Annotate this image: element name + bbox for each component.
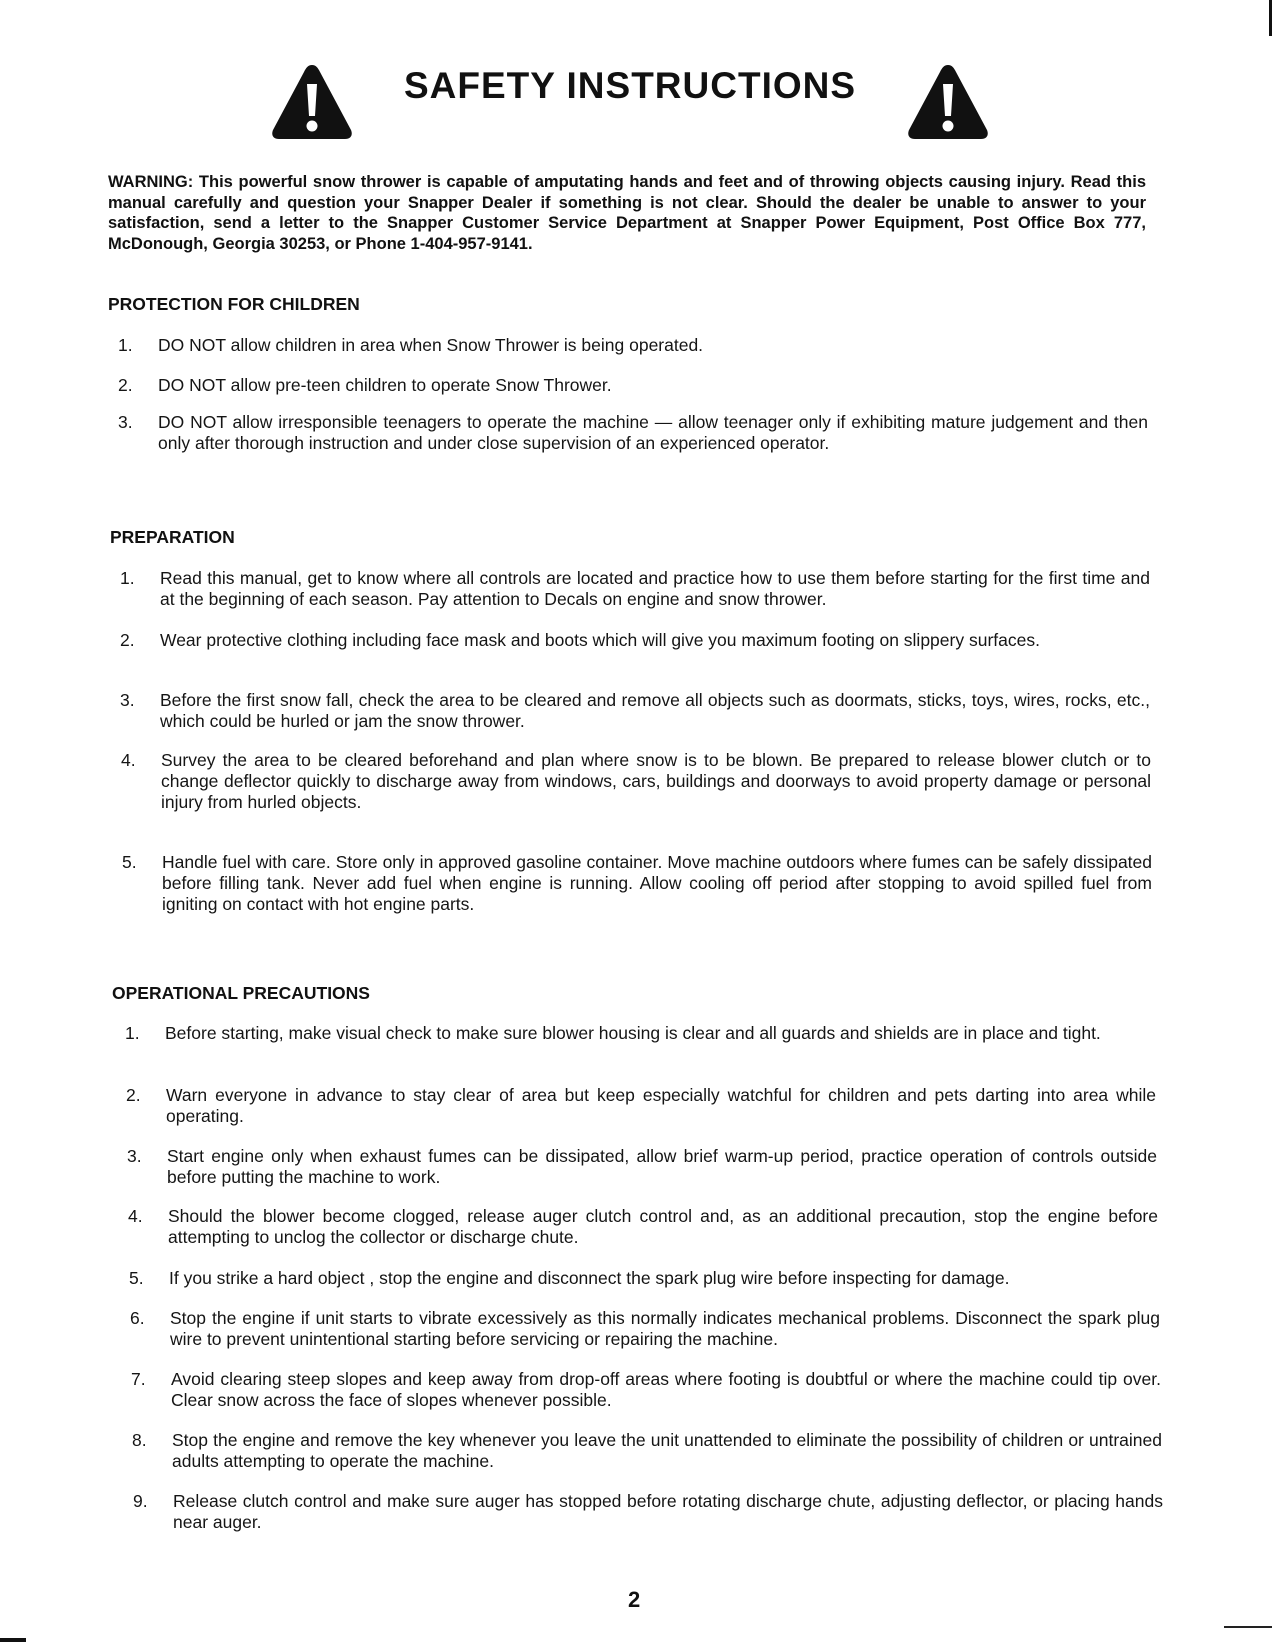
- item-text: Wear protective clothing including face mask and boots which will give you maximum footing on slippery surfaces.: [160, 630, 1040, 650]
- item-number: 2.: [118, 375, 133, 395]
- page-header: [270, 62, 990, 142]
- item-number: 1.: [125, 1023, 140, 1043]
- item-text: Warn everyone in advance to stay clear of area but keep especially watchful for children and pets darting into area while operating.: [166, 1085, 1156, 1126]
- item-number: 2.: [126, 1085, 141, 1105]
- item-number: 3.: [118, 412, 133, 432]
- item-number: 6.: [130, 1308, 145, 1328]
- item-number: 5.: [122, 852, 137, 872]
- item-number: 5.: [129, 1268, 144, 1288]
- item-text: Should the blower become clogged, release auger clutch control and, as an additional precaution, stop the engine before attempting to unclog the collector or discharge chute.: [168, 1206, 1158, 1247]
- item-text: DO NOT allow children in area when Snow Thrower is being operated.: [158, 335, 704, 355]
- item-text: Avoid clearing steep slopes and keep away from drop-off areas where footing is doubtful or where the machine could tip over. Clear snow across the face of slopes whenever possible.: [171, 1369, 1161, 1410]
- item-number: 1.: [118, 335, 133, 355]
- item-text: DO NOT allow irresponsible teenagers to operate the machine — allow teenager only if exhibiting mature judgement and then only after thorough instruction and under close supervision of an experienced operator.: [158, 412, 1148, 453]
- item-number: 1.: [120, 568, 135, 588]
- item-number: 8.: [132, 1430, 147, 1450]
- page-number: 2: [628, 1587, 641, 1612]
- item-number: 9.: [133, 1491, 148, 1511]
- item-text: Handle fuel with care. Store only in approved gasoline container. Move machine outdoors where fumes can be safely dissipated before filling tank. Never add fuel when engine is running. Allow cooling off period after stopping to avoid spilled fuel from igniting on contact with hot engine parts.: [162, 852, 1152, 914]
- scan-edge-mark: [0, 1638, 26, 1642]
- item-text: If you strike a hard object , stop the engine and disconnect the spark plug wire before inspecting for damage.: [169, 1268, 1010, 1288]
- section-heading-operational: OPERATIONAL PRECAUTIONS: [112, 983, 370, 1003]
- item-text: Start engine only when exhaust fumes can be dissipated, allow brief warm-up period, practice operation of controls outside before putting the machine to work.: [167, 1146, 1157, 1187]
- item-text: Stop the engine if unit starts to vibrate excessively as this normally indicates mechanical problems. Disconnect the spark plug wire to prevent unintentional starting before servicing or repairing the machine.: [170, 1308, 1160, 1349]
- warning-triangle-icon: [906, 62, 990, 142]
- section-heading-children: PROTECTION FOR CHILDREN: [108, 294, 360, 314]
- scan-edge-mark: [1224, 1626, 1272, 1628]
- item-text: Survey the area to be cleared beforehand and plan where snow is to be blown. Be prepared to release blower clutch or to change deflector quickly to discharge away from windows, cars, buildings and doorways to avoid property damage or personal injury from hurled objects.: [161, 750, 1151, 812]
- item-number: 7.: [131, 1369, 146, 1389]
- item-number: 2.: [120, 630, 135, 650]
- item-number: 4.: [128, 1206, 143, 1226]
- item-number: 4.: [121, 750, 136, 770]
- item-number: 3.: [127, 1146, 142, 1166]
- item-text: Read this manual, get to know where all controls are located and practice how to use them before starting for the first time and at the beginning of each season. Pay attention to Decals on engine and snow thrower.: [160, 568, 1150, 609]
- section-heading-preparation: PREPARATION: [110, 527, 235, 547]
- item-text: DO NOT allow pre-teen children to operate Snow Thrower.: [158, 375, 612, 395]
- page-title: SAFETY INSTRUCTIONS: [403, 64, 857, 106]
- warning-paragraph: WARNING: This powerful snow thrower is capable of amputating hands and feet and of throwing objects causing injury. Read this manual carefully and question your Snapper Dealer if something is not clear. Should the dealer be unable to answer to your satisfaction, send a letter to the Snapper Customer Service Department at Snapper Power Equipment, Post Office Box 777, McDonough, Georgia 30253, or Phone 1-404-957-9141.: [108, 173, 1146, 253]
- item-text: Stop the engine and remove the key whenever you leave the unit unattended to eliminate the possibility of children or untrained adults attempting to operate the machine.: [172, 1430, 1162, 1471]
- item-number: 3.: [120, 690, 135, 710]
- item-text: Before the first snow fall, check the area to be cleared and remove all objects such as doormats, sticks, toys, wires, rocks, etc., which could be hurled or jam the snow thrower.: [160, 690, 1150, 731]
- item-text: Release clutch control and make sure auger has stopped before rotating discharge chute, adjusting deflector, or placing hands near auger.: [173, 1491, 1163, 1532]
- item-text: Before starting, make visual check to make sure blower housing is clear and all guards and shields are in place and tight.: [165, 1023, 1101, 1043]
- warning-triangle-icon: [270, 62, 354, 142]
